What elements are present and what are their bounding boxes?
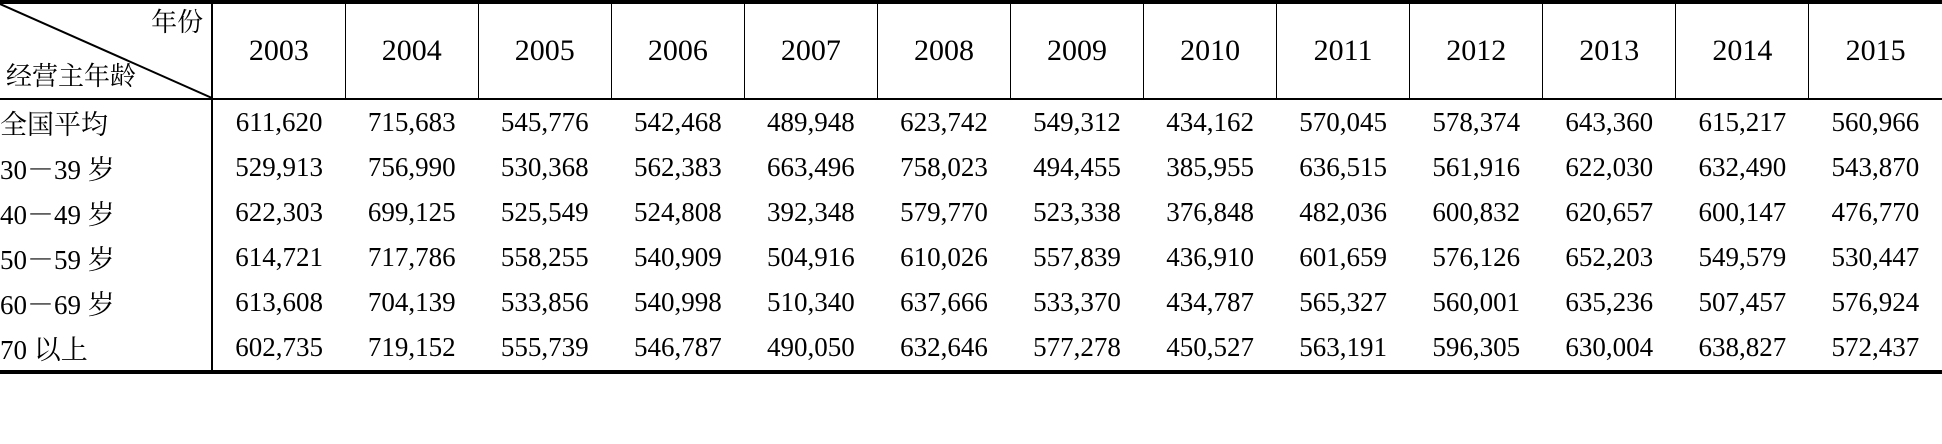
table-row bbox=[0, 145, 1942, 190]
table-bottom-rule bbox=[0, 370, 1942, 374]
table-cell: 614,721 bbox=[235, 242, 323, 272]
table-cell: 476,770 bbox=[1831, 197, 1920, 227]
corner-column-label: 年份 bbox=[151, 8, 204, 37]
column-header-year: 2008 bbox=[877, 4, 1010, 98]
table-cell: 610,026 bbox=[900, 242, 988, 272]
table-cell: 434,787 bbox=[1166, 287, 1254, 317]
table-cell: 507,457 bbox=[1698, 287, 1787, 317]
column-header-year: 2010 bbox=[1144, 4, 1277, 98]
column-header-year: 2005 bbox=[478, 4, 611, 98]
table-cell: 577,278 bbox=[1033, 332, 1121, 362]
column-header-year: 2013 bbox=[1543, 4, 1676, 98]
table-row bbox=[0, 280, 1942, 325]
column-header-year: 2003 bbox=[212, 4, 345, 98]
table-row bbox=[0, 190, 1942, 235]
table-cell: 601,659 bbox=[1299, 242, 1387, 272]
column-header-year: 2004 bbox=[345, 4, 478, 98]
table-cell: 524,808 bbox=[633, 197, 722, 227]
table-cell: 572,437 bbox=[1831, 332, 1920, 362]
table-cell: 635,236 bbox=[1565, 287, 1654, 317]
table-cell: 489,948 bbox=[767, 107, 855, 137]
table-cell: 637,666 bbox=[900, 287, 988, 317]
table-cell: 385,955 bbox=[1166, 152, 1254, 182]
statistics-table-body bbox=[0, 100, 1942, 370]
table-header bbox=[0, 4, 1942, 98]
row-header-label: 50－59 岁 bbox=[0, 235, 212, 280]
table-cell: 510,340 bbox=[767, 287, 855, 317]
table-cell: 719,152 bbox=[367, 332, 456, 362]
row-header-label: 60－69 岁 bbox=[0, 280, 212, 325]
table-cell: 543,870 bbox=[1831, 152, 1920, 182]
table-cell: 558,255 bbox=[500, 242, 589, 272]
table-cell: 494,455 bbox=[1033, 152, 1121, 182]
table-cell: 643,360 bbox=[1565, 107, 1654, 137]
table-cell: 576,126 bbox=[1432, 242, 1521, 272]
table-cell: 717,786 bbox=[367, 242, 456, 272]
table-cell: 549,579 bbox=[1698, 242, 1787, 272]
table-cell: 436,910 bbox=[1166, 242, 1254, 272]
table-row bbox=[0, 235, 1942, 280]
table-cell: 561,916 bbox=[1432, 152, 1521, 182]
column-header-year: 2014 bbox=[1676, 4, 1809, 98]
table-cell: 638,827 bbox=[1698, 332, 1787, 362]
table-cell: 530,447 bbox=[1831, 242, 1920, 272]
table-cell: 570,045 bbox=[1299, 107, 1387, 137]
table-cell: 704,139 bbox=[367, 287, 456, 317]
table-cell: 555,739 bbox=[500, 332, 589, 362]
table-cell: 615,217 bbox=[1698, 107, 1787, 137]
column-header-year: 2012 bbox=[1410, 4, 1543, 98]
row-header-label: 全国平均 bbox=[0, 100, 212, 145]
table-cell: 376,848 bbox=[1166, 197, 1254, 227]
table-cell: 565,327 bbox=[1299, 287, 1387, 317]
table-cell: 549,312 bbox=[1033, 107, 1121, 137]
table-cell: 562,383 bbox=[633, 152, 722, 182]
column-header-year: 2006 bbox=[611, 4, 744, 98]
header-row bbox=[0, 4, 1942, 98]
table-cell: 533,370 bbox=[1033, 287, 1121, 317]
table-cell: 545,776 bbox=[500, 107, 589, 137]
table-cell: 611,620 bbox=[235, 107, 323, 137]
table-cell: 392,348 bbox=[767, 197, 855, 227]
table-cell: 715,683 bbox=[367, 107, 456, 137]
table-cell: 529,913 bbox=[235, 152, 323, 182]
table-body bbox=[0, 100, 1942, 370]
table-cell: 758,023 bbox=[900, 152, 988, 182]
table-cell: 557,839 bbox=[1033, 242, 1121, 272]
table-cell: 576,924 bbox=[1831, 287, 1920, 317]
table-row bbox=[0, 325, 1942, 370]
column-header-year: 2011 bbox=[1277, 4, 1410, 98]
table-cell: 632,490 bbox=[1698, 152, 1787, 182]
row-header-label: 70 以上 bbox=[0, 325, 212, 370]
table-cell: 525,549 bbox=[500, 197, 589, 227]
column-header-year: 2015 bbox=[1845, 34, 1906, 67]
table-cell: 523,338 bbox=[1033, 197, 1121, 227]
table-cell: 636,515 bbox=[1299, 152, 1387, 182]
table-cell: 563,191 bbox=[1299, 332, 1387, 362]
corner-header-cell bbox=[0, 4, 212, 98]
table-cell: 450,527 bbox=[1166, 332, 1254, 362]
table-cell: 652,203 bbox=[1565, 242, 1654, 272]
table-cell: 504,916 bbox=[767, 242, 855, 272]
statistics-table bbox=[0, 4, 1942, 98]
table-cell: 579,770 bbox=[900, 197, 988, 227]
row-header-label: 40－49 岁 bbox=[0, 190, 212, 235]
table-cell: 632,646 bbox=[900, 332, 988, 362]
table-cell: 560,966 bbox=[1831, 107, 1920, 137]
table-cell: 600,832 bbox=[1432, 197, 1521, 227]
table-cell: 542,468 bbox=[633, 107, 722, 137]
corner-row-label: 经营主年龄 bbox=[6, 62, 137, 91]
table-cell: 546,787 bbox=[633, 332, 722, 362]
table-cell: 540,998 bbox=[633, 287, 722, 317]
table-cell: 434,162 bbox=[1166, 107, 1254, 137]
table-cell: 622,303 bbox=[235, 197, 323, 227]
column-header-year: 2009 bbox=[1010, 4, 1143, 98]
table-cell: 620,657 bbox=[1565, 197, 1654, 227]
table-cell: 600,147 bbox=[1698, 197, 1787, 227]
column-header-year: 2007 bbox=[744, 4, 877, 98]
table-cell: 623,742 bbox=[900, 107, 988, 137]
table-cell: 602,735 bbox=[235, 332, 323, 362]
table-cell: 530,368 bbox=[500, 152, 589, 182]
table-cell: 699,125 bbox=[367, 197, 456, 227]
table-cell: 560,001 bbox=[1432, 287, 1521, 317]
row-header-label: 30－39 岁 bbox=[0, 145, 212, 190]
table-cell: 482,036 bbox=[1299, 197, 1387, 227]
table-cell: 663,496 bbox=[767, 152, 855, 182]
table-cell: 533,856 bbox=[500, 287, 589, 317]
table-cell: 630,004 bbox=[1565, 332, 1654, 362]
table-cell: 622,030 bbox=[1565, 152, 1654, 182]
table-cell: 540,909 bbox=[633, 242, 722, 272]
table-cell: 596,305 bbox=[1432, 332, 1521, 362]
table-row bbox=[0, 100, 1942, 145]
table-cell: 490,050 bbox=[767, 332, 855, 362]
table-cell: 756,990 bbox=[367, 152, 456, 182]
table-cell: 578,374 bbox=[1432, 107, 1521, 137]
table-cell: 613,608 bbox=[235, 287, 323, 317]
